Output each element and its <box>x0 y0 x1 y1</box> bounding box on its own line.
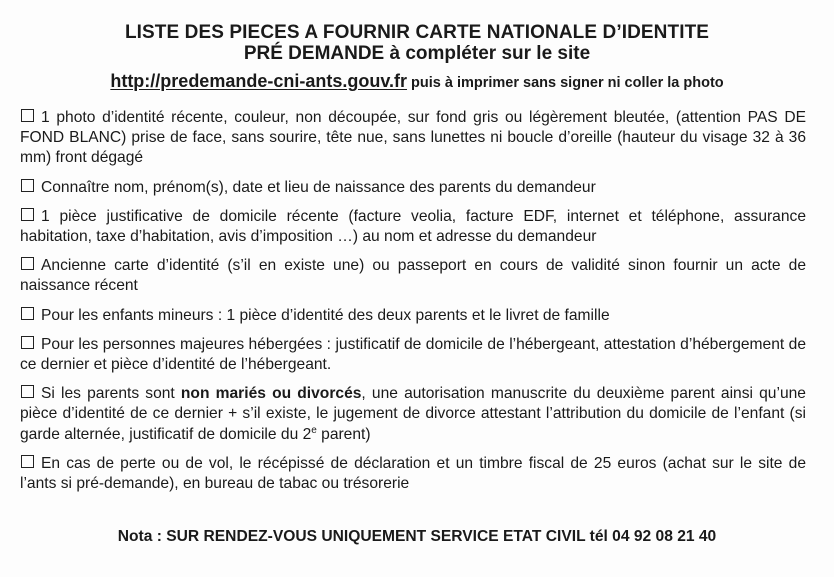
item-text: Connaître nom, prénom(s), date et lieu de naissance des parents du demandeur <box>41 178 596 196</box>
checkbox-icon[interactable] <box>21 109 34 122</box>
list-item <box>20 335 806 375</box>
item-text-end: parent) <box>316 425 371 443</box>
website-line <box>0 70 834 94</box>
item-text: Pour les enfants mineurs : 1 pièce d’identité des deux parents et le livret de famille <box>41 306 610 324</box>
list-item <box>20 306 806 326</box>
item-text: 1 photo d’identité récente, couleur, non découpée, sur fond gris ou légèrement bleutée, (attention PAS DE FOND BLANC) prise de face, sans sourire, tête nue, sans lunettes ni boucle d’oreille (hauteur du visage 32 à 36 mm) front dégagé <box>20 109 806 167</box>
list-item <box>20 384 806 445</box>
list-item <box>20 454 806 494</box>
item-text: Ancienne carte d’identité (s’il en existe une) ou passeport en cours de validité sinon fournir un acte de naissance récent <box>20 257 806 295</box>
document-title: LISTE DES PIECES A FOURNIR CARTE NATIONALE D’IDENTITE <box>124 22 710 43</box>
footer-note: Nota : SUR RENDEZ-VOUS UNIQUEMENT SERVICE ETAT CIVIL tél 04 92 08 21 40 <box>117 528 717 545</box>
checkbox-icon[interactable] <box>21 208 34 221</box>
item-text: Pour les personnes majeures hébergées : justificatif de domicile de l’hébergeant, attestation d’hébergement de ce dernier et pièce d’identité de l’hébergeant. <box>20 335 806 374</box>
item-text-emphasis: non mariés ou divorcés <box>180 385 362 403</box>
checkbox-icon[interactable] <box>21 455 34 468</box>
checkbox-icon[interactable] <box>21 257 34 270</box>
checkbox-icon[interactable] <box>21 385 34 398</box>
item-text-post: , une autorisation manuscrite du deuxième parent ainsi qu’une pièce d’identité de ce dernier + s’il existe, le jugement de divorce attestant l’attribution du domicile de l’enfant (si garde alternée, justificatif de domicile du 2 <box>20 385 806 443</box>
checkbox-icon[interactable] <box>21 307 34 320</box>
list-item <box>20 178 806 198</box>
checkbox-icon[interactable] <box>21 336 34 349</box>
website-link[interactable]: http://predemande-cni-ants.gouv.fr <box>110 71 408 91</box>
item-text: 1 pièce justificative de domicile récente (facture veolia, facture EDF, internet et téléphone, assurance habitation, taxe d’habitation, avis d’imposition …) au nom et adresse du demandeur <box>20 207 806 246</box>
document-header <box>0 22 834 94</box>
required-documents-list <box>20 108 806 503</box>
list-item <box>20 207 806 247</box>
item-text-pre: Si les parents sont <box>41 385 175 403</box>
item-text-superscript: e <box>311 424 317 436</box>
item-text: En cas de perte ou de vol, le récépissé de déclaration et un timbre fiscal de 25 euros (achat sur le site de l’ants si pré-demande), en bureau de tabac ou trésorerie <box>20 454 806 493</box>
list-item <box>20 256 806 296</box>
website-instructions: puis à imprimer sans signer ni coller la photo <box>411 75 724 91</box>
document-subtitle: PRÉ DEMANDE à compléter sur le site <box>243 43 591 64</box>
checkbox-icon[interactable] <box>21 179 34 192</box>
list-item <box>20 108 806 169</box>
